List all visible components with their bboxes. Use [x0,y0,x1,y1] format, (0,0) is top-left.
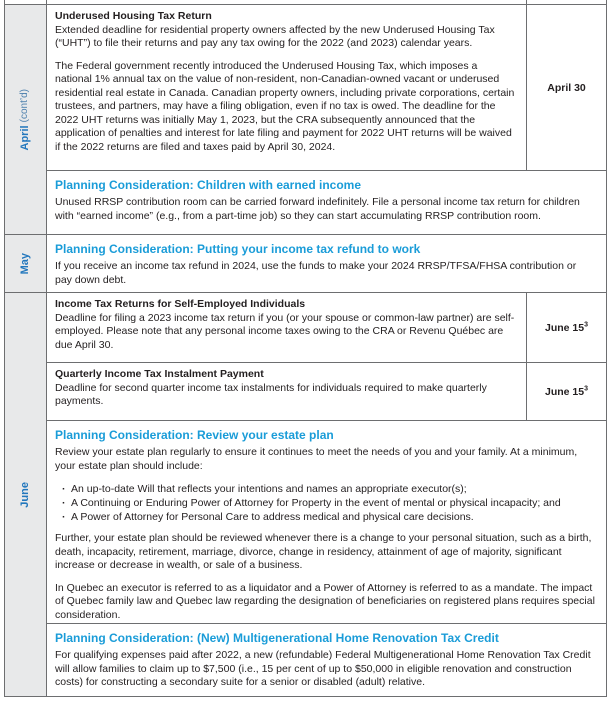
planning-content [47,624,606,694]
planning-heading: Planning Consideration: Children with earned income [55,178,362,192]
planning-heading: Planning Consideration: (New) Multigenerational Home Renovation Tax Credit [55,631,499,645]
planning-body [55,260,596,287]
bullet-item: · A Power of Attorney for Personal Care to address medical and physical care decisions. [55,510,596,524]
deadline-date-cell [526,363,606,420]
deadline-box-self-employed [47,293,606,363]
planning-content [47,235,606,291]
month-cell-june [5,293,47,696]
planning-box-multigenerational-credit [47,624,606,696]
paragraph: If you receive an income tax refund in 2024, use the funds to make your 2024 RRSP/TFSA/FHSA contribution or pay down debt. [55,260,577,286]
bullet-item: · An up-to-date Will that reflects your intentions and names an appropriate executor(s); [55,482,596,496]
deadline-date-cell [526,293,606,362]
month-suffix: (cont’d) [19,88,30,123]
paragraph: Deadline for second quarter income tax instalments for individuals required to make quarterly payments. [55,381,487,407]
deadline-title: Quarterly Income Tax Instalment Payment [55,368,264,380]
month-label-june [20,482,31,508]
paragraph: Deadline for filing a 2023 income tax return if you (or your spouse or common-law partner) are self-employed. Please note that any personal income taxes owing to the CRA or Revenu Québec are due April 30. [55,311,515,351]
month-label-april [20,89,31,150]
paragraph: For qualifying expenses paid after 2022, a new (refundable) Federal Multigenerational Home Renovation Tax Credit will allow families to claim up to $7,500 (i.e., 15 per cent of up to $50,000 in eligible renovation and construction costs) for constructing a secondary suite for a senior or disabled (adult) relative. [55,649,591,688]
planning-box-estate-plan [47,421,606,624]
bullet-list [55,482,596,524]
month-row-may [5,235,606,293]
planning-box-tax-refund [47,235,606,292]
april-boxes [47,5,606,234]
planning-content [47,171,606,227]
deadline-content [47,363,526,420]
planning-body [55,446,596,622]
bullet-item: · A Continuing or Enduring Power of Attorney for Property in the event of mental or physical incapacity; and [55,496,596,510]
tax-calendar-table [4,4,607,697]
paragraph: The Federal government recently introduced the Underused Housing Tax, which imposes a national 1% annual tax on the value of non-resident, non-Canadian-owned vacant or underused residential real estate in Canada. Canadian property owners, including private corporations, certain trustees, and partners, may have a filing obligation, even if no tax is owed. The deadline for the 2022 UHT returns was initially May 1, 2023, but the CRA subsequently announced that the application of penalties and interest for late filing and payment for 2022 UHT returns will be waived if the 2022 returns are filed and taxes paid by April 30, 2024. [55,59,515,153]
paragraph: In Quebec an executor is referred to as a liquidator and a Power of Attorney is referred to as a mandate. The impact of Quebec family law and Quebec law regarding the designation of beneficiaries on registered plans requires special consideration. [55,581,595,621]
deadline-body [55,24,516,155]
month-cell-may [5,235,47,292]
deadline-body [55,312,516,353]
planning-heading: Planning Consideration: Putting your income tax refund to work [55,242,421,256]
deadline-date: April 30 [547,81,586,94]
deadline-content [47,5,526,170]
month-row-june [5,293,606,696]
month-cell-april [5,5,47,234]
planning-box-children-earned-income [47,171,606,234]
may-boxes [47,235,606,292]
june-boxes [47,293,606,696]
planning-body [55,649,596,690]
deadline-date: June $15^3$ [544,385,588,398]
planning-content [47,421,606,624]
paragraph: Further, your estate plan should be reviewed whenever there is a change to your personal situation, such as a birth, death, incapacity, retirement, marriage, divorce, change in residency, attainment of age of majority, significant increase or decrease in wealth, or sale of a business. [55,532,592,571]
footnote-marker: 3 [584,385,588,392]
paragraph: Review your estate plan regularly to ensure it continues to meet the needs of you and your family. At a minimum, your estate plan should include: [55,446,578,472]
deadline-title: Income Tax Returns for Self-Employed Individuals [55,298,306,310]
planning-body [55,196,596,223]
month-row-april [5,5,606,235]
deadline-date-cell [526,5,606,170]
paragraph: Extended deadline for residential property owners affected by the new Underused Housing Tax (“UHT”) to file their returns and pay any tax owing for the 2022 (and 2023) calendar years. [55,23,495,49]
month-name: April [19,125,31,151]
month-name: June [19,481,31,508]
deadline-box-quarterly-instalment [47,363,606,421]
planning-heading: Planning Consideration: Review your estate plan [55,428,334,442]
deadline-title: Underused Housing Tax Return [55,10,212,22]
deadline-body [55,382,516,409]
month-name: May [19,252,31,275]
month-label-may [20,253,31,274]
deadline-date: June $15^3$ [544,321,588,334]
footnote-marker: 3 [584,321,588,328]
deadline-box-uht-return [47,5,606,171]
paragraph: Unused RRSP contribution room can be carried forward indefinitely. File a personal income tax return for children with “earned income” (e.g., from a part-time job) so they can start accumulating RRSP contribution room. [55,196,580,222]
deadline-content [47,293,526,362]
